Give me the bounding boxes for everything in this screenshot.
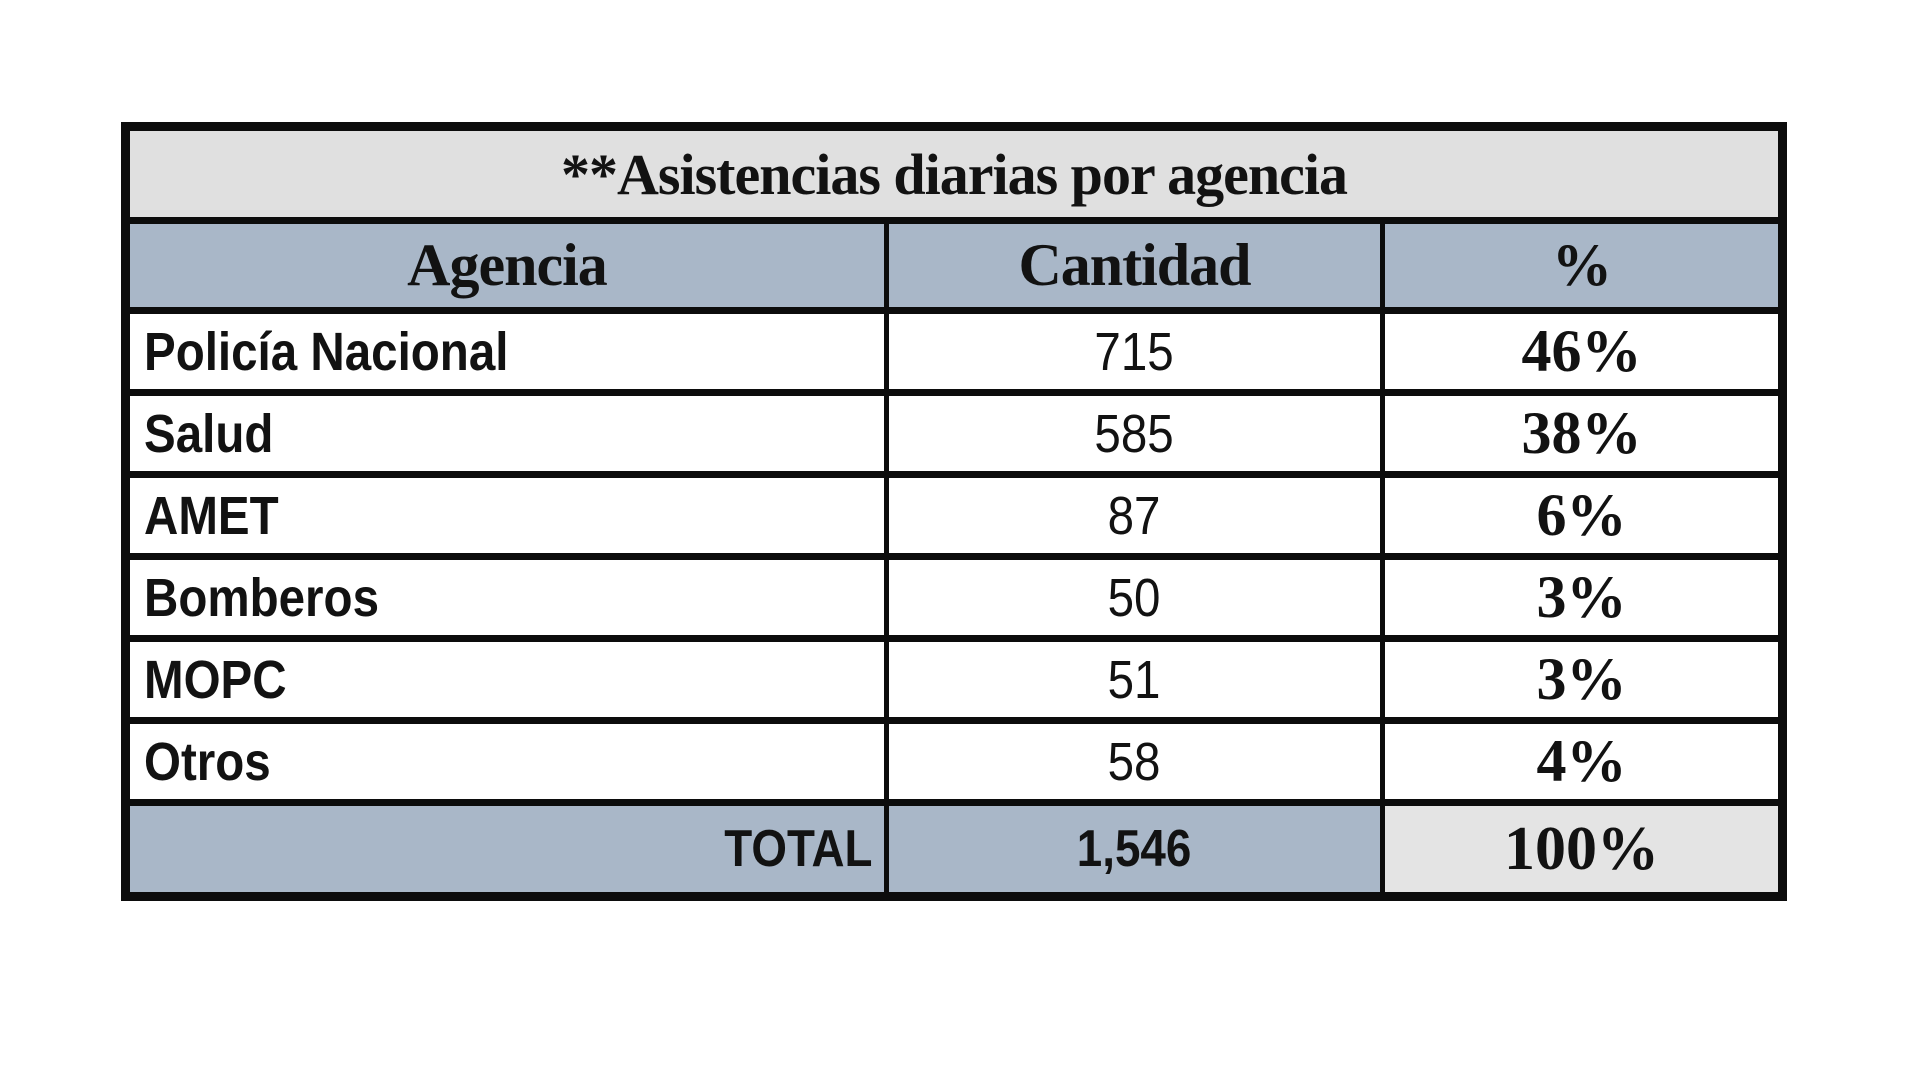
agency-name-cell bbox=[126, 475, 887, 557]
column-header-agencia: Agencia bbox=[126, 221, 887, 311]
table-row bbox=[126, 311, 1783, 393]
column-header-pct: % bbox=[1383, 221, 1783, 311]
table-title-row bbox=[126, 127, 1783, 221]
agency-name: AMET bbox=[144, 485, 279, 546]
quantity-cell bbox=[887, 639, 1383, 721]
table-header-row bbox=[126, 221, 1783, 311]
quantity-cell bbox=[887, 311, 1383, 393]
quantity-value: 50 bbox=[1108, 567, 1161, 628]
table-row bbox=[126, 721, 1783, 803]
table-row bbox=[126, 475, 1783, 557]
agency-name: Otros bbox=[144, 731, 271, 792]
percent-cell: 4% bbox=[1383, 721, 1783, 803]
agency-name: Policía Nacional bbox=[144, 321, 509, 382]
total-percent-cell: 100% bbox=[1383, 803, 1783, 897]
agency-name: Salud bbox=[144, 403, 274, 464]
agency-name: MOPC bbox=[144, 649, 287, 710]
column-header-cantidad: Cantidad bbox=[887, 221, 1383, 311]
percent-cell: 3% bbox=[1383, 557, 1783, 639]
table-row bbox=[126, 557, 1783, 639]
agency-name-cell bbox=[126, 721, 887, 803]
quantity-value: 58 bbox=[1108, 731, 1161, 792]
quantity-value: 87 bbox=[1108, 485, 1161, 546]
table-row bbox=[126, 393, 1783, 475]
agency-name-cell bbox=[126, 311, 887, 393]
percent-cell: 38% bbox=[1383, 393, 1783, 475]
agency-name: Bomberos bbox=[144, 567, 380, 628]
total-label-cell bbox=[126, 803, 887, 897]
percent-cell: 46% bbox=[1383, 311, 1783, 393]
quantity-cell bbox=[887, 393, 1383, 475]
percent-cell: 6% bbox=[1383, 475, 1783, 557]
quantity-cell bbox=[887, 721, 1383, 803]
total-label: TOTAL bbox=[723, 820, 872, 878]
quantity-value: 585 bbox=[1094, 403, 1175, 464]
table-total-row bbox=[126, 803, 1783, 897]
table-row bbox=[126, 639, 1783, 721]
total-quantity: 1,546 bbox=[1077, 820, 1192, 878]
quantity-value: 715 bbox=[1094, 321, 1175, 382]
quantity-value: 51 bbox=[1108, 649, 1161, 710]
agency-name-cell bbox=[126, 557, 887, 639]
total-quantity-cell bbox=[887, 803, 1383, 897]
quantity-cell bbox=[887, 557, 1383, 639]
agency-name-cell bbox=[126, 393, 887, 475]
percent-cell: 3% bbox=[1383, 639, 1783, 721]
quantity-cell bbox=[887, 475, 1383, 557]
asistencias-table bbox=[121, 122, 1787, 901]
table-title: **Asistencias diarias por agencia bbox=[126, 127, 1783, 221]
agency-name-cell bbox=[126, 639, 887, 721]
